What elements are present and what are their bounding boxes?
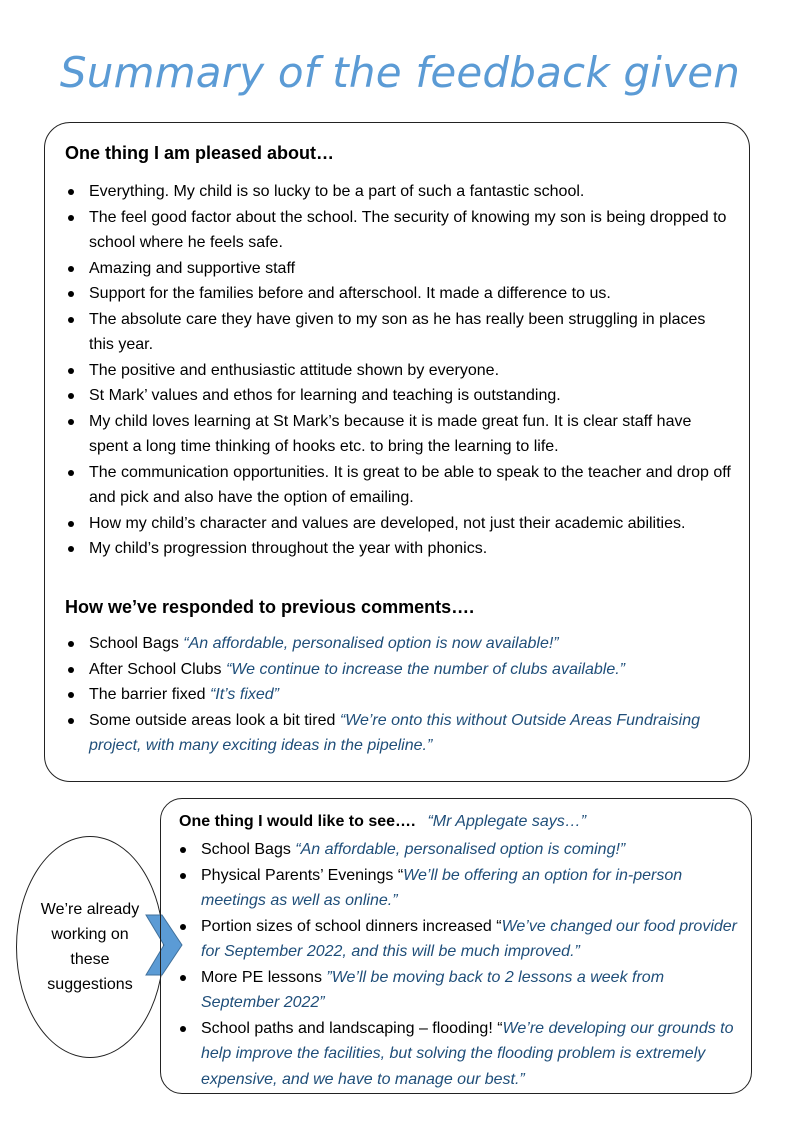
list-item xyxy=(177,863,743,914)
item-reply: “An affordable, personalised option is coming!” xyxy=(295,841,626,858)
list-item xyxy=(65,631,731,657)
suggestions-box xyxy=(160,798,752,1094)
list-item xyxy=(177,1016,743,1093)
list-item: My child’s progression throughout the year with phonics. xyxy=(65,536,731,562)
pleased-list xyxy=(65,179,731,562)
item-text: School Bags xyxy=(201,841,296,858)
list-item: Everything. My child is so lucky to be a part of such a fantastic school. xyxy=(65,179,731,205)
item-reply: We’ve changed our food provider for September 2022, and this will be much improved.” xyxy=(201,917,737,960)
list-item: St Mark’ values and ethos for learning and teaching is outstanding. xyxy=(65,383,731,409)
item-text: School paths and landscaping – flooding! “ xyxy=(201,1019,503,1037)
pleased-heading: One thing I am pleased about… xyxy=(65,143,335,163)
list-item: How my child’s character and values are developed, not just their academic abilities. xyxy=(65,511,731,537)
suggestions-list xyxy=(177,837,743,1092)
list-item xyxy=(177,837,743,863)
item-reply: “It’s fixed” xyxy=(209,686,279,703)
list-item xyxy=(65,682,731,708)
like-to-see-title: One thing I would like to see…. xyxy=(179,813,416,830)
responded-list xyxy=(65,631,731,759)
item-text: School Bags xyxy=(89,635,184,652)
item-text: More PE lessons xyxy=(201,968,327,986)
item-reply: ”We’ll be moving back to 2 lessons a week from September 2022” xyxy=(201,968,665,1011)
item-text: Some outside areas look a bit tired xyxy=(89,711,340,729)
item-reply: We’re developing our grounds to help improve the facilities, but solving the flooding problem is extremely expensive, and we have to manage our best.” xyxy=(201,1019,734,1088)
list-item: The communication opportunities. It is great to be able to speak to the teacher and drop off and pick and also have the option of emailing. xyxy=(65,460,731,511)
like-to-see-heading xyxy=(179,813,586,831)
item-reply: “An affordable, personalised option is now available!” xyxy=(183,635,559,652)
item-text: After School Clubs xyxy=(89,660,226,678)
list-item: The positive and enthusiastic attitude shown by everyone. xyxy=(65,358,731,384)
item-reply: “We continue to increase the number of clubs available.” xyxy=(225,660,625,678)
list-item: Amazing and supportive staff xyxy=(65,256,731,282)
item-reply: “We’re onto this without Outside Areas Fundraising project, with many exciting ideas in the pipeline.” xyxy=(89,711,700,754)
item-text: Physical Parents’ Evenings “ xyxy=(201,866,404,884)
list-item: Support for the families before and afterschool. It made a difference to us. xyxy=(65,281,731,307)
list-item: My child loves learning at St Mark’s because it is made great fun. It is clear staff have spent a long time thinking of hooks etc. to bring the learning to life. xyxy=(65,409,731,460)
item-text: Portion sizes of school dinners increased “ xyxy=(201,917,502,935)
responded-heading: How we’ve responded to previous comments…. xyxy=(65,597,475,617)
applegate-says: “Mr Applegate says…” xyxy=(427,813,587,830)
list-item: The feel good factor about the school. The security of knowing my son is being dropped to school where he feels safe. xyxy=(65,205,731,256)
list-item xyxy=(177,965,743,1016)
list-item xyxy=(65,657,731,683)
oval-text: We’re already working on these suggestions xyxy=(40,901,140,993)
list-item: The absolute care they have given to my son as he has really been struggling in places this year. xyxy=(65,307,731,358)
feedback-box xyxy=(44,122,750,782)
item-text: The barrier fixed xyxy=(89,686,210,703)
list-item xyxy=(177,914,743,965)
item-reply: We’ll be offering an option for in-person meetings as well as online.” xyxy=(201,866,683,909)
status-oval xyxy=(16,836,164,1058)
page-title: Summary of the feedback given xyxy=(59,48,741,97)
list-item xyxy=(65,708,731,759)
